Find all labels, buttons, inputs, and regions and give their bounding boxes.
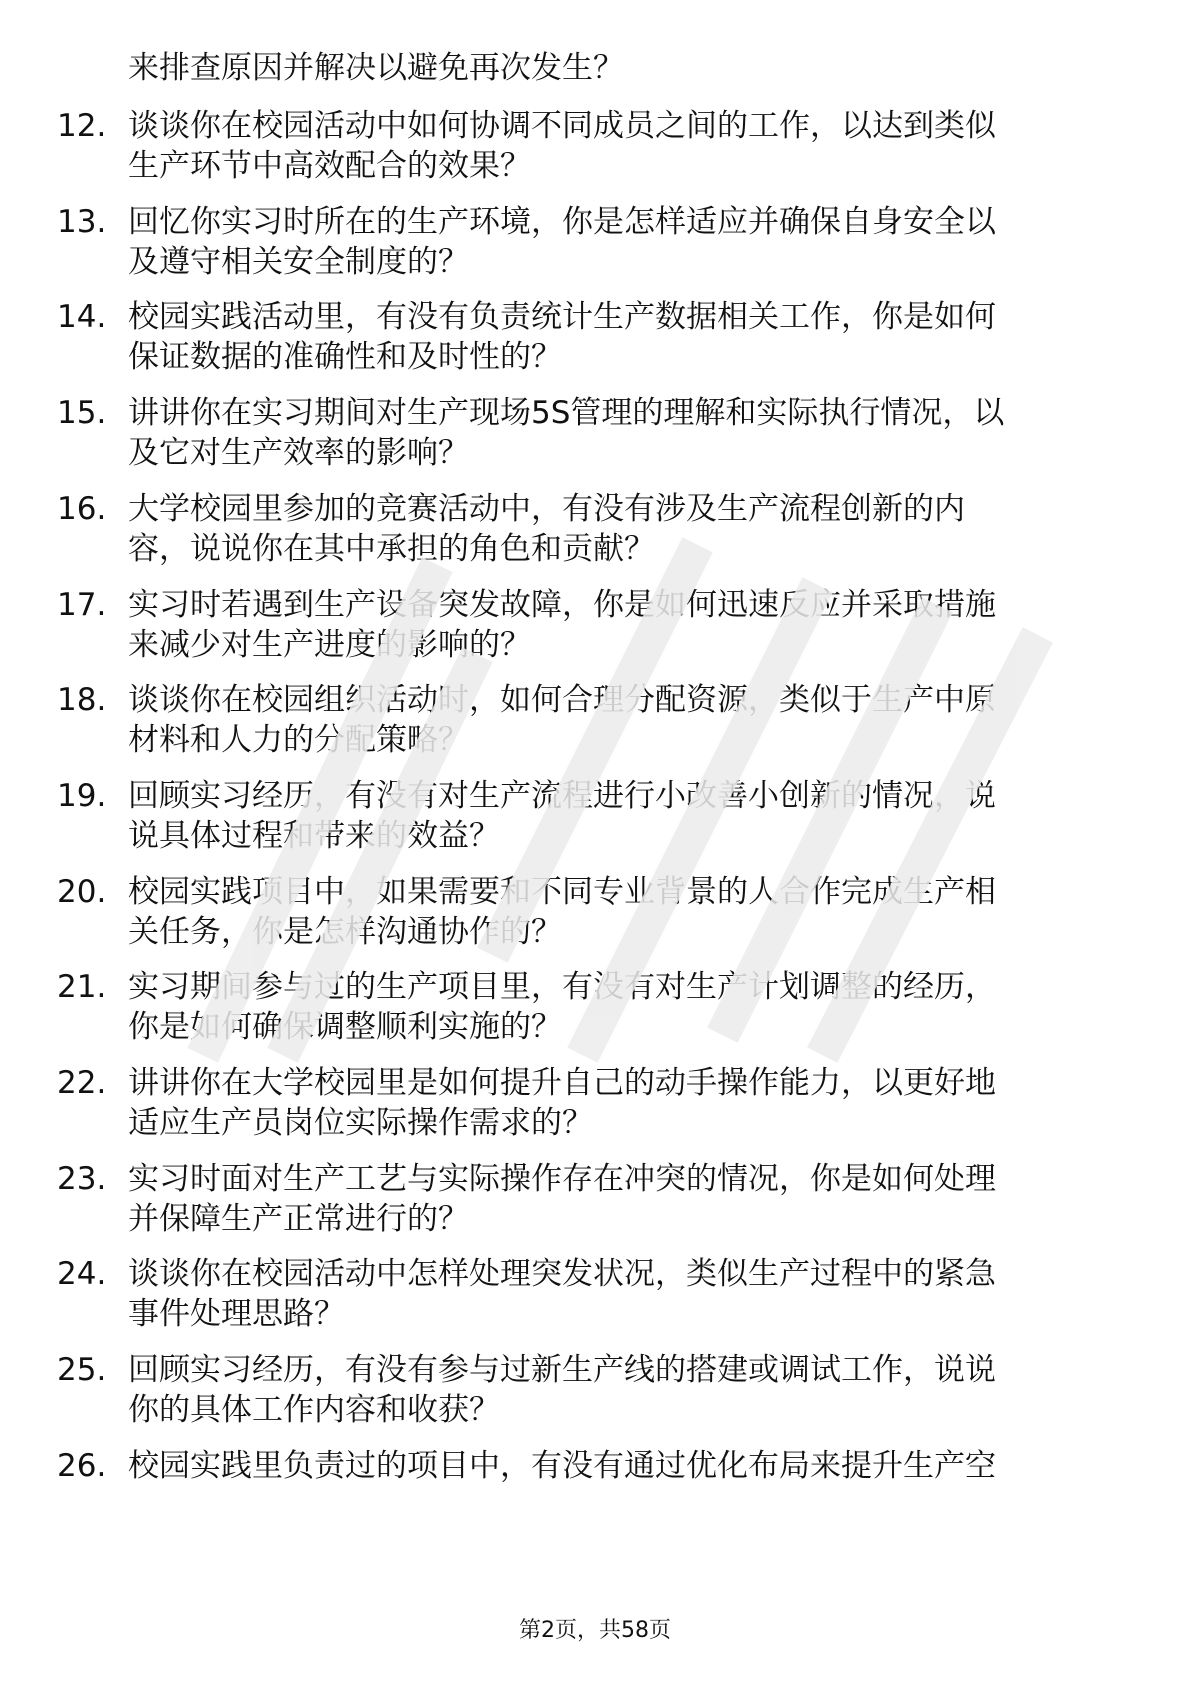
question-text [128,1350,1138,1430]
question-text-line: 生产环节中高效配合的效果？ [128,148,531,184]
question-text-line: 讲讲你在实习期间对生产现场5S管理的理解和实际执行情况，以 [128,395,1005,431]
question-text [128,680,1138,760]
question-number: 21. [57,969,107,1005]
question-text-line: 材料和人力的分配策略？ [128,722,469,758]
question-text [128,1446,1138,1486]
question-text [128,106,1138,186]
question-item [0,106,1190,196]
question-text-line: 谈谈你在校园活动中怎样处理突发状况，类似生产过程中的紧急 [128,1256,996,1292]
question-text-line: 校园实践里负责过的项目中，有没有通过优化布局来提升生产空 [128,1448,996,1484]
question-text-line: 实习时面对生产工艺与实际操作存在冲突的情况，你是如何处理 [128,1161,996,1197]
question-number: 25. [57,1352,107,1388]
question-number: 15. [57,395,107,431]
question-number: 12. [57,108,107,144]
question-item [0,297,1190,387]
question-text-line: 关任务，你是怎样沟通协作的？ [128,914,562,950]
question-text [128,967,1138,1047]
question-text-line: 谈谈你在校园活动中如何协调不同成员之间的工作，以达到类似 [128,108,996,144]
question-text-line: 回顾实习经历，有没有参与过新生产线的搭建或调试工作，说说 [128,1352,996,1388]
question-item [0,1254,1190,1344]
question-text [128,202,1138,282]
question-text [128,489,1138,569]
question-number: 20. [57,874,107,910]
question-item [0,1063,1190,1153]
question-number: 22. [57,1065,107,1101]
question-number: 24. [57,1256,107,1292]
question-text [128,393,1138,473]
question-text-line: 事件处理思路？ [128,1296,345,1332]
question-item [0,489,1190,579]
question-text [128,776,1138,856]
question-item [0,1446,1190,1536]
question-text-line: 及遵守相关安全制度的？ [128,244,469,280]
question-text-line: 实习时若遇到生产设备突发故障，你是如何迅速反应并采取措施 [128,587,996,623]
continued-question-line: 来排查原因并解决以避免再次发生？ [128,50,624,86]
question-text [128,585,1138,665]
question-number: 23. [57,1161,107,1197]
question-text-line: 适应生产员岗位实际操作需求的？ [128,1105,593,1141]
question-text-line: 讲讲你在大学校园里是如何提升自己的动手操作能力，以更好地 [128,1065,996,1101]
question-item [0,202,1190,292]
question-text [128,872,1138,952]
question-text-line: 回顾实习经历，有没有对生产流程进行小改善小创新的情况，说 [128,778,996,814]
question-text [128,1159,1138,1239]
question-number: 14. [57,299,107,335]
page-number-footer: 第2页，共58页 [519,1618,671,1643]
question-text-line: 你是如何确保调整顺利实施的？ [128,1009,562,1045]
question-item [0,872,1190,962]
question-item [0,1159,1190,1249]
question-text-line: 实习期间参与过的生产项目里，有没有对生产计划调整的经历， [128,969,996,1005]
question-item [0,1350,1190,1440]
question-text [128,297,1138,377]
question-number: 13. [57,204,107,240]
question-text-line: 来减少对生产进度的影响的？ [128,627,531,663]
question-text [128,1254,1138,1334]
question-text-line: 保证数据的准确性和及时性的？ [128,339,562,375]
question-text-line: 校园实践项目中，如果需要和不同专业背景的人合作完成生产相 [128,874,996,910]
question-number: 16. [57,491,107,527]
question-item [0,967,1190,1057]
question-text [128,1063,1138,1143]
question-text-line: 容，说说你在其中承担的角色和贡献？ [128,531,655,567]
question-text-line: 谈谈你在校园组织活动时，如何合理分配资源，类似于生产中原 [128,682,996,718]
question-number: 18. [57,682,107,718]
question-text-line: 回忆你实习时所在的生产环境，你是怎样适应并确保自身安全以 [128,204,996,240]
question-item [0,393,1190,483]
question-text-line: 及它对生产效率的影响？ [128,435,469,471]
question-text-line: 你的具体工作内容和收获？ [128,1392,500,1428]
question-number: 26. [57,1448,107,1484]
question-number: 19. [57,778,107,814]
question-text-line: 大学校园里参加的竞赛活动中，有没有涉及生产流程创新的内 [128,491,965,527]
question-text-line: 说具体过程和带来的效益？ [128,818,500,854]
question-item [0,776,1190,866]
question-item [0,585,1190,675]
question-text-line: 校园实践活动里，有没有负责统计生产数据相关工作，你是如何 [128,299,996,335]
question-item [0,680,1190,770]
question-number: 17. [57,587,107,623]
question-text-line: 并保障生产正常进行的？ [128,1201,469,1237]
